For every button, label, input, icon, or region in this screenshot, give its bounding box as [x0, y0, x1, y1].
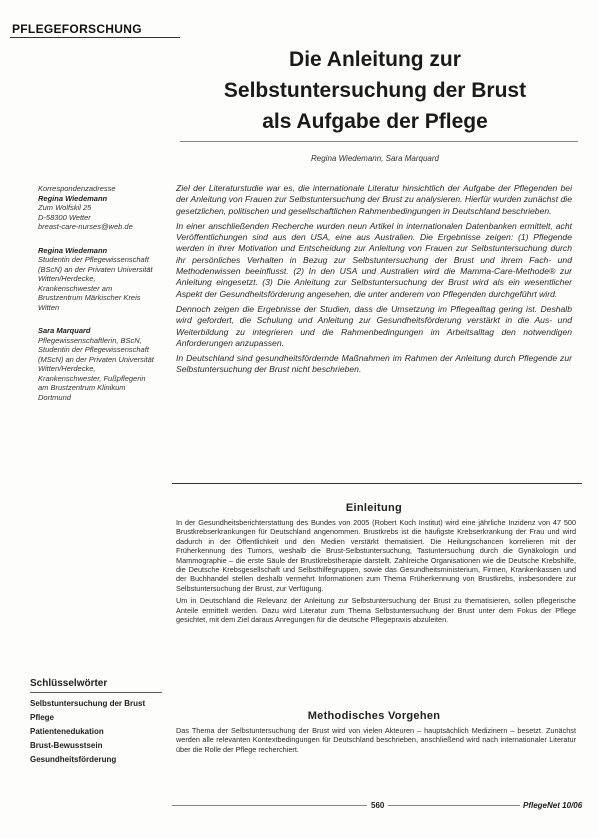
- abstract-paragraph-2: In einer anschließenden Recherche wurden neun Artikel in internationalen Datenbanken ermittelt, acht Veröffentlichungen sind aus den USA, eine aus Australien. Die Ergebnisse zeigen: (1) Pflegende werden in ihrer Motivation und Entscheidung zur Anleitung von Frauen zur Selbstuntersuchung durch ihr persönliches Verhalten in Bezug zur Selbstuntersuchung der Brust und ihrem Fach- und Methodenwissen beeinflusst. (2) In den USA und Australien wird die Mamma-Care-Methode® zur Anleitung eingesetzt. (3) Die Anleitung zur Selbstuntersuchung der Brust wird als ein wesentlicher Aspekt der Gesundheitsförderung angesehen, die unter anderem von Pflegenden durchgeführt wird.: [176, 220, 572, 299]
- author-1-block: [38, 246, 158, 313]
- author-sidebar: [38, 184, 158, 416]
- author-2-name: Sara Marquard: [38, 326, 91, 335]
- correspondence-city: D-58300 Wetter: [38, 212, 91, 222]
- correspondence-name: Regina Wiedemann: [38, 193, 108, 203]
- abstract-paragraph-3: Dennoch zeigen die Ergebnisse der Studien, dass die Umsetzung im Pflegealltag gering ist. Deshalb wird gefordert, die Schulung und Anleitung zur Gesundheitsförderung verstärkt in die Aus- und Weiterbildung zu integrieren und die Rahmenbedingungen im Arbeitsalltag den notwendigen Anforderungen anzupassen.: [176, 303, 572, 348]
- keyword-item: Selbstuntersuchung der Brust: [30, 699, 146, 708]
- abstract-paragraph-1: Ziel der Literaturstudie war es, die internationale Literatur hinsichtlich der Aufgabe der Pflegenden bei der Anleitung von Frauen zur Selbstuntersuchung der Brust zu analysieren. Hierfür wurden zunächst die gesetzlichen, politischen und gesellschaftlichen Rahmenbedingungen in Deutschland beschrieben.: [176, 183, 572, 216]
- abstract: [176, 183, 572, 380]
- intro-paragraph-2: Um in Deutschland die Relevanz der Anleitung zur Selbstuntersuchung der Brust zu thematisieren, sollen pflegerische Anteile ermittelt werden. Dazu wird Literatur zum Thema Selbstuntersuchung der Brust unter dem Fokus der Pflege gesichtet, mit dem Ziel daraus Anregungen für die deutsche Pflegepraxis abzuleiten.: [176, 596, 576, 625]
- keyword-title: Schlüsselwörter: [30, 678, 162, 693]
- abstract-paragraph-4: In Deutschland sind gesundheitsfördernde Maßnahmen im Rahmen der Anleitung durch Pflegende zur Selbstuntersuchung der Brust nicht beschrieben.: [176, 353, 572, 375]
- article-title: [180, 44, 570, 137]
- method-paragraph-1: Das Thema der Selbstuntersuchung der Brust wird von vielen Akteuren – hauptsächlich Medizinern – besetzt. Zunächst werden alle relevanten Kontextbedingungen für Deutschland beschrieben, anschließend wird nach internationaler Literatur über die Rolle der Pflege recherchiert.: [176, 726, 576, 754]
- title-line-1: Die Anleitung zur: [289, 48, 461, 71]
- abstract-divider: [172, 483, 582, 484]
- page-number: 560: [367, 801, 388, 810]
- journal-issue: PflegeNet 10/06: [520, 801, 585, 810]
- header-rule: [10, 37, 180, 38]
- keyword-box: [30, 678, 162, 768]
- correspondence-email[interactable]: breast-care-nurses@web.de: [38, 222, 133, 231]
- correspondence-street: Zum Wolfskil 25: [38, 203, 92, 212]
- keyword-item: Gesundheitsförderung: [30, 755, 117, 764]
- author-2-block: [38, 326, 158, 402]
- author-1-desc: Studentin der Pflegewissenschaft (BScN) an der Privaten Universität Witten/Herdecke, Krankenschwester am Brustzentrum Märkischer Kreis Witten: [38, 255, 153, 312]
- article-authors: Regina Wiedemann, Sara Marquard: [311, 154, 439, 163]
- intro-body: [176, 518, 576, 627]
- method-heading: Methodisches Vorgehen: [307, 710, 441, 722]
- author-1-name: Regina Wiedemann: [38, 245, 108, 255]
- intro-heading: Einleitung: [345, 502, 403, 514]
- keyword-item: Patientenedukation: [30, 727, 104, 736]
- intro-paragraph-1: In der Gesundheitsberichterstattung des Bundes von 2005 (Robert Koch Institut) wird eine jährliche Inzidenz von 47 500 Brustkrebserkrankungen für Deutschland angenommen. Brustkrebs ist die häufigste Krebserkrankung der Frau und wird dadurch in der Öffentlichkeit und den Medien verstärkt thematisiert. Die Heilungschancen korrelieren mit der Früherkennung des Tumors, weshalb die Brust-Selbstuntersuchung, Tastuntersuchung durch die Gynäkologin und Mammographie – die erste Säule der Brustkrebstherapie darstellt. Zahlreiche Organisationen wie die Deutsche Krebshilfe, die Deutsche Krebsgesellschaft und Selbsthilfegruppen, sowie das Gesundheitsministerium, Firmen, Krankenkassen und der Buchhandel stellen deshalb vermehrt Informationen zum Thema Früherkennung von Brustkrebs, insbesondere zur Selbstuntersuchung der Brust, zur Verfügung.: [176, 518, 576, 593]
- title-line-2: Selbstuntersuchung der Brust: [223, 79, 527, 102]
- author-2-desc: Pflegewissenschaftlerin, BScN, Studentin der Pflegewissenschaft (MScN) an der Privaten Universität Witten/Herdecke, Krankenschwester, Fußpflegerin am Brustzentrum Klinikum Dortmund: [38, 335, 154, 402]
- keyword-item: Brust-Bewusstsein: [30, 741, 103, 750]
- title-line-3: als Aufgabe der Pflege: [262, 110, 488, 133]
- keyword-item: Pflege: [30, 713, 55, 722]
- title-divider: [180, 141, 578, 142]
- correspondence-label: Korrespondenzadresse: [38, 184, 116, 193]
- journal-header: PFLEGEFORSCHUNG: [12, 22, 142, 36]
- correspondence-block: [38, 184, 158, 232]
